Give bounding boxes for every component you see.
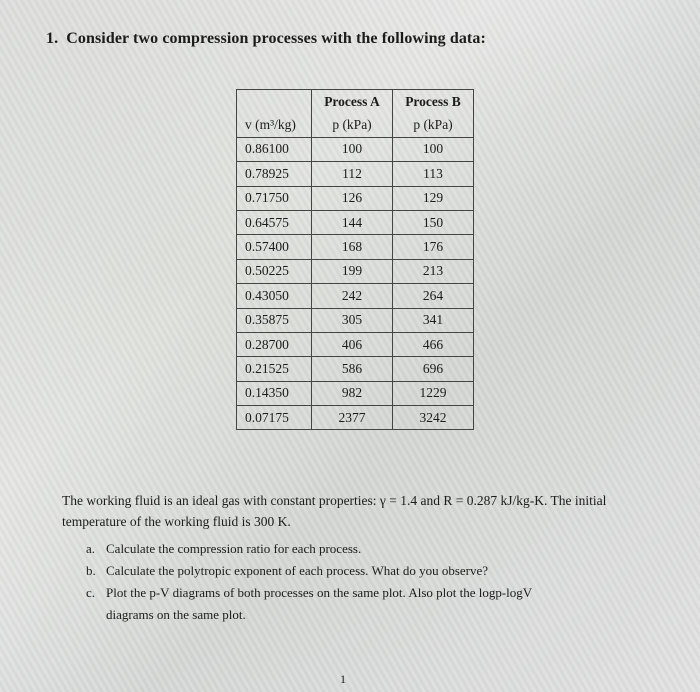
header-process-b: Process B [393, 90, 474, 114]
pressure-a-cell: 586 [312, 357, 393, 381]
volume-cell: 0.28700 [237, 332, 312, 356]
pressure-b-cell: 696 [393, 357, 474, 381]
volume-cell: 0.14350 [237, 381, 312, 405]
volume-cell: 0.71750 [237, 186, 312, 210]
table-row [237, 137, 474, 161]
table-row [237, 210, 474, 234]
pressure-a-cell: 144 [312, 210, 393, 234]
table-row [237, 162, 474, 186]
problem-paragraph: The working fluid is an ideal gas with constant properties: γ = 1.4 and R = 0.287 kJ/kg-K. The initial temperature of the working fluid is 300 K. [62, 493, 607, 529]
header-pressure-unit-b: p (kPa) [393, 113, 474, 137]
pressure-a-cell: 126 [312, 186, 393, 210]
pressure-b-cell: 1229 [393, 381, 474, 405]
volume-cell: 0.35875 [237, 308, 312, 332]
pressure-a-cell: 2377 [312, 406, 393, 430]
pressure-b-cell: 341 [393, 308, 474, 332]
page-number: 1 [340, 672, 346, 686]
volume-cell: 0.78925 [237, 162, 312, 186]
pressure-a-cell: 305 [312, 308, 393, 332]
table-row [237, 259, 474, 283]
header-cell [237, 90, 312, 114]
volume-cell: 0.50225 [237, 259, 312, 283]
task-label: c. [86, 585, 96, 600]
volume-cell: 0.57400 [237, 235, 312, 259]
header-volume-unit: v (m³/kg) [237, 113, 312, 137]
table-row [237, 308, 474, 332]
question-title [46, 30, 486, 48]
pressure-a-cell: 112 [312, 162, 393, 186]
pressure-b-cell: 100 [393, 137, 474, 161]
pressure-a-cell: 199 [312, 259, 393, 283]
pressure-b-cell: 3242 [393, 406, 474, 430]
volume-cell: 0.07175 [237, 406, 312, 430]
volume-cell: 0.43050 [237, 284, 312, 308]
task-text: Plot the p-V diagrams of both processes on the same plot. Also plot the logp-logV [106, 585, 533, 600]
pressure-a-cell: 406 [312, 332, 393, 356]
question-number: 1. [46, 30, 59, 47]
pressure-b-cell: 213 [393, 259, 474, 283]
header-process-a: Process A [312, 90, 393, 114]
pressure-a-cell: 242 [312, 284, 393, 308]
volume-cell: 0.64575 [237, 210, 312, 234]
pressure-a-cell: 100 [312, 137, 393, 161]
table-header-row [237, 90, 474, 114]
table-units-row [237, 113, 474, 137]
table-row [237, 186, 474, 210]
pressure-b-cell: 150 [393, 210, 474, 234]
task-list [86, 538, 656, 626]
table-row [237, 235, 474, 259]
task-label: a. [86, 541, 96, 556]
table-row [237, 332, 474, 356]
pressure-b-cell: 113 [393, 162, 474, 186]
data-table [236, 89, 474, 430]
task-item-b [86, 560, 656, 582]
table-row [237, 406, 474, 430]
table-row [237, 357, 474, 381]
table-row [237, 381, 474, 405]
pressure-b-cell: 129 [393, 186, 474, 210]
volume-cell: 0.21525 [237, 357, 312, 381]
pressure-b-cell: 264 [393, 284, 474, 308]
pressure-b-cell: 466 [393, 332, 474, 356]
task-text: Calculate the compression ratio for each process. [106, 541, 362, 556]
header-pressure-unit-a: p (kPa) [312, 113, 393, 137]
pressure-a-cell: 168 [312, 235, 393, 259]
task-label: b. [86, 563, 96, 578]
question-text: Consider two compression processes with the following data: [66, 30, 486, 47]
task-item-c [86, 582, 656, 604]
task-item-a [86, 538, 656, 560]
table-row [237, 284, 474, 308]
task-continuation: diagrams on the same plot. [106, 607, 246, 622]
volume-cell: 0.86100 [237, 137, 312, 161]
pressure-b-cell: 176 [393, 235, 474, 259]
pressure-a-cell: 982 [312, 381, 393, 405]
task-text: Calculate the polytropic exponent of each process. What do you observe? [106, 563, 489, 578]
